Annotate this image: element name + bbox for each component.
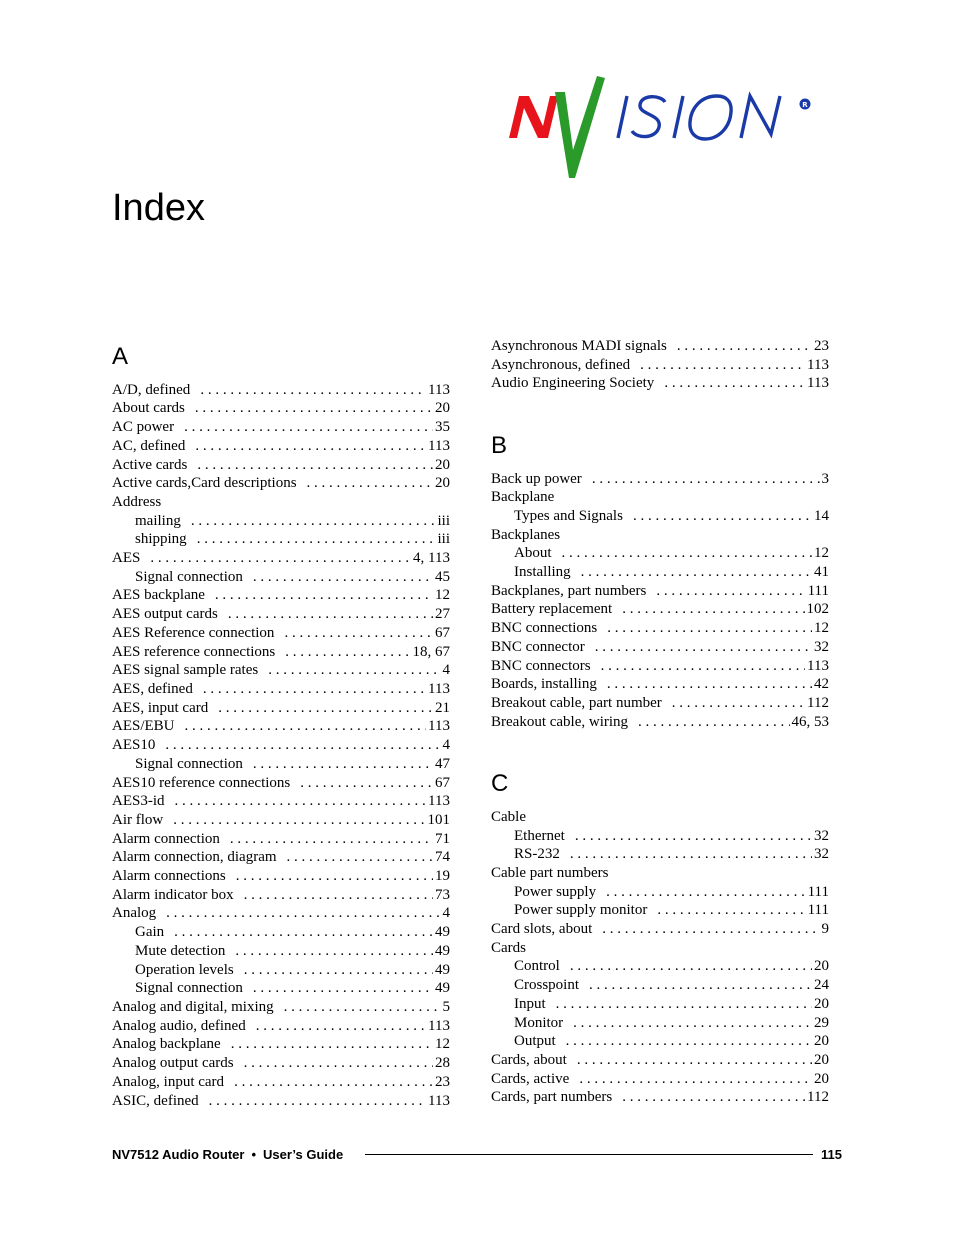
index-page-number: 113 [428,718,450,734]
dot-leader [230,830,433,849]
index-page-number: 111 [807,902,829,918]
index-page-number: 20 [435,475,450,491]
index-term: AES3-id [112,793,165,809]
index-entry [112,586,450,605]
dot-leader [244,1054,433,1073]
index-entry [112,624,450,643]
index-page-number: 42 [814,676,829,692]
index-entry [491,356,829,375]
index-entry [112,774,450,793]
dot-leader [573,1014,812,1033]
index-page-number: 20 [814,996,829,1012]
index-entry [491,675,829,694]
dot-leader [236,867,433,886]
index-term: Signal connection [135,980,243,996]
index-term: Analog output cards [112,1055,234,1071]
index-subentry [135,979,450,998]
index-entry [112,680,450,699]
index-page-number: 18, 67 [412,644,450,660]
index-page-number: 112 [807,695,829,711]
dot-leader [607,619,812,638]
index-page-number: 111 [807,583,829,599]
index-term: Breakout cable, part number [491,695,662,711]
index-page-number: 113 [428,382,450,398]
index-page-number: 23 [435,1074,450,1090]
index-page-number: 46, 53 [791,714,829,730]
section-letter-b: B [491,432,508,459]
index-term: Address [112,494,162,510]
index-heading-entry [491,864,829,883]
index-entry [112,1054,450,1073]
index-entry [112,381,450,400]
index-term: Alarm indicator box [112,887,234,903]
dot-leader [657,901,805,920]
index-page-number: 71 [435,831,450,847]
index-subentry [514,976,829,995]
dot-leader [287,848,433,867]
index-page-number: 49 [435,943,450,959]
dot-leader [284,998,441,1017]
index-entry [491,337,829,356]
index-page-number: 27 [435,606,450,622]
index-term: Operation levels [135,962,234,978]
index-entry [112,399,450,418]
index-term: Alarm connection, diagram [112,849,277,865]
index-term: Signal connection [135,569,243,585]
index-entry [112,830,450,849]
index-page-number: 5 [442,999,450,1015]
index-page-number: 45 [435,569,450,585]
index-page-number: 67 [435,775,450,791]
section-letter-a: A [112,343,129,370]
index-term: Mute detection [135,943,226,959]
dot-leader [195,437,426,456]
index-term: Power supply [514,884,597,900]
index-page-number: 4 [442,662,450,678]
index-term: AES [112,550,141,566]
index-subentry [135,512,450,531]
index-page-number: 20 [435,400,450,416]
index-page-number: 113 [428,793,450,809]
index-term: Types and Signals [514,508,623,524]
index-term: AES reference connections [112,644,276,660]
index-term: AES Reference connection [112,625,275,641]
index-page-number: 32 [814,846,829,862]
dot-leader [640,356,805,375]
index-term: Cards [491,940,526,956]
index-page-number: 73 [435,887,450,903]
index-page-number: 24 [814,977,829,993]
index-subentry [135,568,450,587]
index-term: RS-232 [514,846,560,862]
index-entry [112,904,450,923]
index-term: Cards, part numbers [491,1089,613,1105]
dot-leader [150,549,411,568]
index-term: Alarm connection [112,831,220,847]
index-page-number: 3 [821,471,829,487]
index-page-number: 113 [807,375,829,391]
index-subentry [514,995,829,1014]
index-subentry [514,507,829,526]
index-entry [112,886,450,905]
dot-leader [606,883,806,902]
index-term: BNC connectors [491,658,591,674]
dot-leader [285,643,410,662]
index-page-number: 19 [435,868,450,884]
index-term: Power supply monitor [514,902,648,918]
dot-leader [191,512,436,531]
index-term: Air flow [112,812,164,828]
dot-leader [307,474,433,493]
dot-leader [592,470,820,489]
index-entry [112,1035,450,1054]
dot-leader [589,976,812,995]
index-term: Backplane [491,489,555,505]
index-page-number: 113 [428,681,450,697]
index-term: Control [514,958,560,974]
index-page-number: 20 [435,457,450,473]
index-term: Output [514,1033,556,1049]
index-subentry [514,845,829,864]
index-entry [112,1073,450,1092]
index-term: Analog audio, defined [112,1018,246,1034]
index-page-number: 4 [442,737,450,753]
index-term: Analog and digital, mixing [112,999,274,1015]
index-entry [491,1051,829,1070]
index-entry [491,470,829,489]
index-term: BNC connections [491,620,598,636]
index-page-number: 4 [442,905,450,921]
index-term: Analog, input card [112,1074,225,1090]
index-entry [112,456,450,475]
dot-leader [566,1032,812,1051]
index-subentry [135,755,450,774]
index-entry [112,699,450,718]
index-entry [112,661,450,680]
index-entry [491,374,829,393]
index-term: mailing [135,513,181,529]
index-page-number: 21 [435,700,450,716]
footer-page-number: 115 [821,1146,842,1162]
dot-leader [174,923,433,942]
dot-leader [166,904,440,923]
index-term: Battery replacement [491,601,613,617]
index-page-number: 32 [814,828,829,844]
index-page-number: 20 [814,1071,829,1087]
dot-leader [556,995,812,1014]
dot-leader [253,979,433,998]
dot-leader [284,624,433,643]
index-page-number: 112 [807,1089,829,1105]
index-term: About cards [112,400,185,416]
index-entry [112,437,450,456]
index-subentry [135,942,450,961]
index-term: AES/EBU [112,718,175,734]
page-title: Index [112,187,205,229]
index-page-number: 4, 113 [413,550,450,566]
dot-leader [231,1035,433,1054]
index-term: shipping [135,531,187,547]
index-page-number: 41 [814,564,829,580]
index-entry [491,694,829,713]
index-term: Ethernet [514,828,565,844]
index-entry [112,717,450,736]
index-page-number: 111 [807,884,829,900]
index-page-number: 113 [428,438,450,454]
section-letter-c: C [491,770,509,797]
index-entry [112,549,450,568]
logo-ision-letters [618,96,780,139]
footer-bullet: • [251,1146,256,1162]
index-term: Crosspoint [514,977,580,993]
index-page-number: 74 [435,849,450,865]
index-entry [491,920,829,939]
index-page-number: 113 [807,658,829,674]
index-term: Gain [135,924,165,940]
index-page-number: 20 [814,1052,829,1068]
index-entry [112,418,450,437]
index-term: Signal connection [135,756,243,772]
index-entry [491,619,829,638]
footer-guide-title: NV7512 Audio Router [112,1146,245,1162]
index-entry [491,1088,829,1107]
dot-leader [633,507,812,526]
index-entry [112,867,450,886]
index-term: Asynchronous, defined [491,357,631,373]
index-page-number: 12 [814,545,829,561]
index-page-number: iii [437,531,450,547]
index-page-number: 101 [427,812,450,828]
index-term: Active cards [112,457,188,473]
dot-leader [622,1088,805,1107]
index-subentry [514,827,829,846]
dot-leader [562,544,813,563]
index-term: Alarm connections [112,868,226,884]
page-footer [112,1144,842,1164]
index-term: AES signal sample rates [112,662,259,678]
index-term: Cards, about [491,1052,567,1068]
dot-leader [234,1073,433,1092]
index-page-number: 29 [814,1015,829,1031]
logo-n-letter [509,96,558,138]
index-term: Input [514,996,546,1012]
dot-leader [664,374,805,393]
dot-leader [268,661,440,680]
index-entry [112,811,450,830]
index-page-number: 12 [814,620,829,636]
index-entry [491,638,829,657]
dot-leader [595,638,812,657]
dot-leader [581,563,812,582]
index-page-number: 113 [807,357,829,373]
dot-leader [577,1051,812,1070]
index-page-number: 14 [814,508,829,524]
dot-leader [253,568,433,587]
index-heading-entry [112,493,450,512]
index-term: AES output cards [112,606,218,622]
dot-leader [672,694,805,713]
index-page-number: 113 [428,1093,450,1109]
dot-leader [203,680,426,699]
dot-leader [228,605,433,624]
index-term: AES10 [112,737,156,753]
index-entry [112,998,450,1017]
dot-leader [185,717,427,736]
index-term: Backplanes [491,527,561,543]
index-term: Cable part numbers [491,865,609,881]
index-page-number: iii [437,513,450,529]
index-term: ASIC, defined [112,1093,199,1109]
index-subentry [514,901,829,920]
dot-leader [656,582,805,601]
index-page-number: 12 [435,587,450,603]
index-entry [491,600,829,619]
index-term: Installing [514,564,571,580]
index-entry [491,657,829,676]
index-term: Boards, installing [491,676,597,692]
dot-leader [195,399,433,418]
index-page-number: 47 [435,756,450,772]
index-term: AES backplane [112,587,205,603]
dot-leader [209,1092,426,1111]
index-page-number: 67 [435,625,450,641]
index-subentry [514,1014,829,1033]
index-term: Backplanes, part numbers [491,583,647,599]
index-entry [112,736,450,755]
index-entry [112,848,450,867]
index-term: Cards, active [491,1071,570,1087]
index-term: Card slots, about [491,921,593,937]
dot-leader [256,1017,426,1036]
index-subentry [135,530,450,549]
index-term: Asynchronous MADI signals [491,338,667,354]
index-heading-entry [491,939,829,958]
dot-leader [570,957,812,976]
index-page-number: 28 [435,1055,450,1071]
index-page-number: 49 [435,962,450,978]
index-term: Breakout cable, wiring [491,714,629,730]
index-term: Cable [491,809,526,825]
index-page-number: 32 [814,639,829,655]
dot-leader [622,600,804,619]
index-entry [112,474,450,493]
index-entry [491,713,829,732]
dot-leader [602,920,819,939]
dot-leader [579,1070,812,1089]
index-term: AC power [112,419,175,435]
dot-leader [215,586,433,605]
registered-mark-icon [800,99,811,110]
index-entry [112,605,450,624]
index-subentry [514,1032,829,1051]
index-entry [112,792,450,811]
index-term: AES10 reference connections [112,775,291,791]
footer-rule [365,1154,813,1155]
index-subentry [135,923,450,942]
index-subentry [514,957,829,976]
index-page-number: 23 [814,338,829,354]
index-entry [491,1070,829,1089]
dot-leader [184,418,433,437]
index-page-number: 49 [435,980,450,996]
index-term: Active cards,Card descriptions [112,475,297,491]
index-subentry [514,883,829,902]
dot-leader [677,337,812,356]
dot-leader [570,845,812,864]
footer-guide-subtitle: User’s Guide [263,1146,344,1162]
dot-leader [173,811,425,830]
index-heading-entry [491,526,829,545]
index-page-number: 12 [435,1036,450,1052]
index-term: AC, defined [112,438,186,454]
index-subentry [514,544,829,563]
index-entry [112,1017,450,1036]
index-term: Audio Engineering Society [491,375,655,391]
index-term: Back up power [491,471,582,487]
index-term: Analog backplane [112,1036,221,1052]
index-term: BNC connector [491,639,585,655]
dot-leader [218,699,433,718]
index-term: A/D, defined [112,382,191,398]
dot-leader [235,942,433,961]
index-term: AES, input card [112,700,209,716]
nvision-logo [505,72,815,182]
dot-leader [638,713,789,732]
dot-leader [607,675,812,694]
index-page-number: 20 [814,958,829,974]
index-term: About [514,545,552,561]
dot-leader [300,774,433,793]
index-entry [491,582,829,601]
index-page-number: 49 [435,924,450,940]
dot-leader [165,736,440,755]
index-term: Monitor [514,1015,564,1031]
index-page-number: 102 [806,601,829,617]
index-subentry [135,961,450,980]
dot-leader [601,657,805,676]
index-term: AES, defined [112,681,193,697]
index-subentry [514,563,829,582]
index-page-number: 9 [821,921,829,937]
dot-leader [197,530,436,549]
dot-leader [244,886,433,905]
dot-leader [253,755,433,774]
index-term: Analog [112,905,157,921]
index-page-number: 113 [428,1018,450,1034]
dot-leader [175,792,427,811]
dot-leader [200,381,426,400]
dot-leader [244,961,433,980]
index-page-number: 20 [814,1033,829,1049]
index-page-number: 35 [435,419,450,435]
index-heading-entry [491,808,829,827]
index-heading-entry [491,488,829,507]
index-entry [112,1092,450,1111]
dot-leader [197,456,433,475]
dot-leader [575,827,812,846]
svg-text:R: R [802,101,808,109]
logo-v-mark [555,76,605,178]
index-entry [112,643,450,662]
